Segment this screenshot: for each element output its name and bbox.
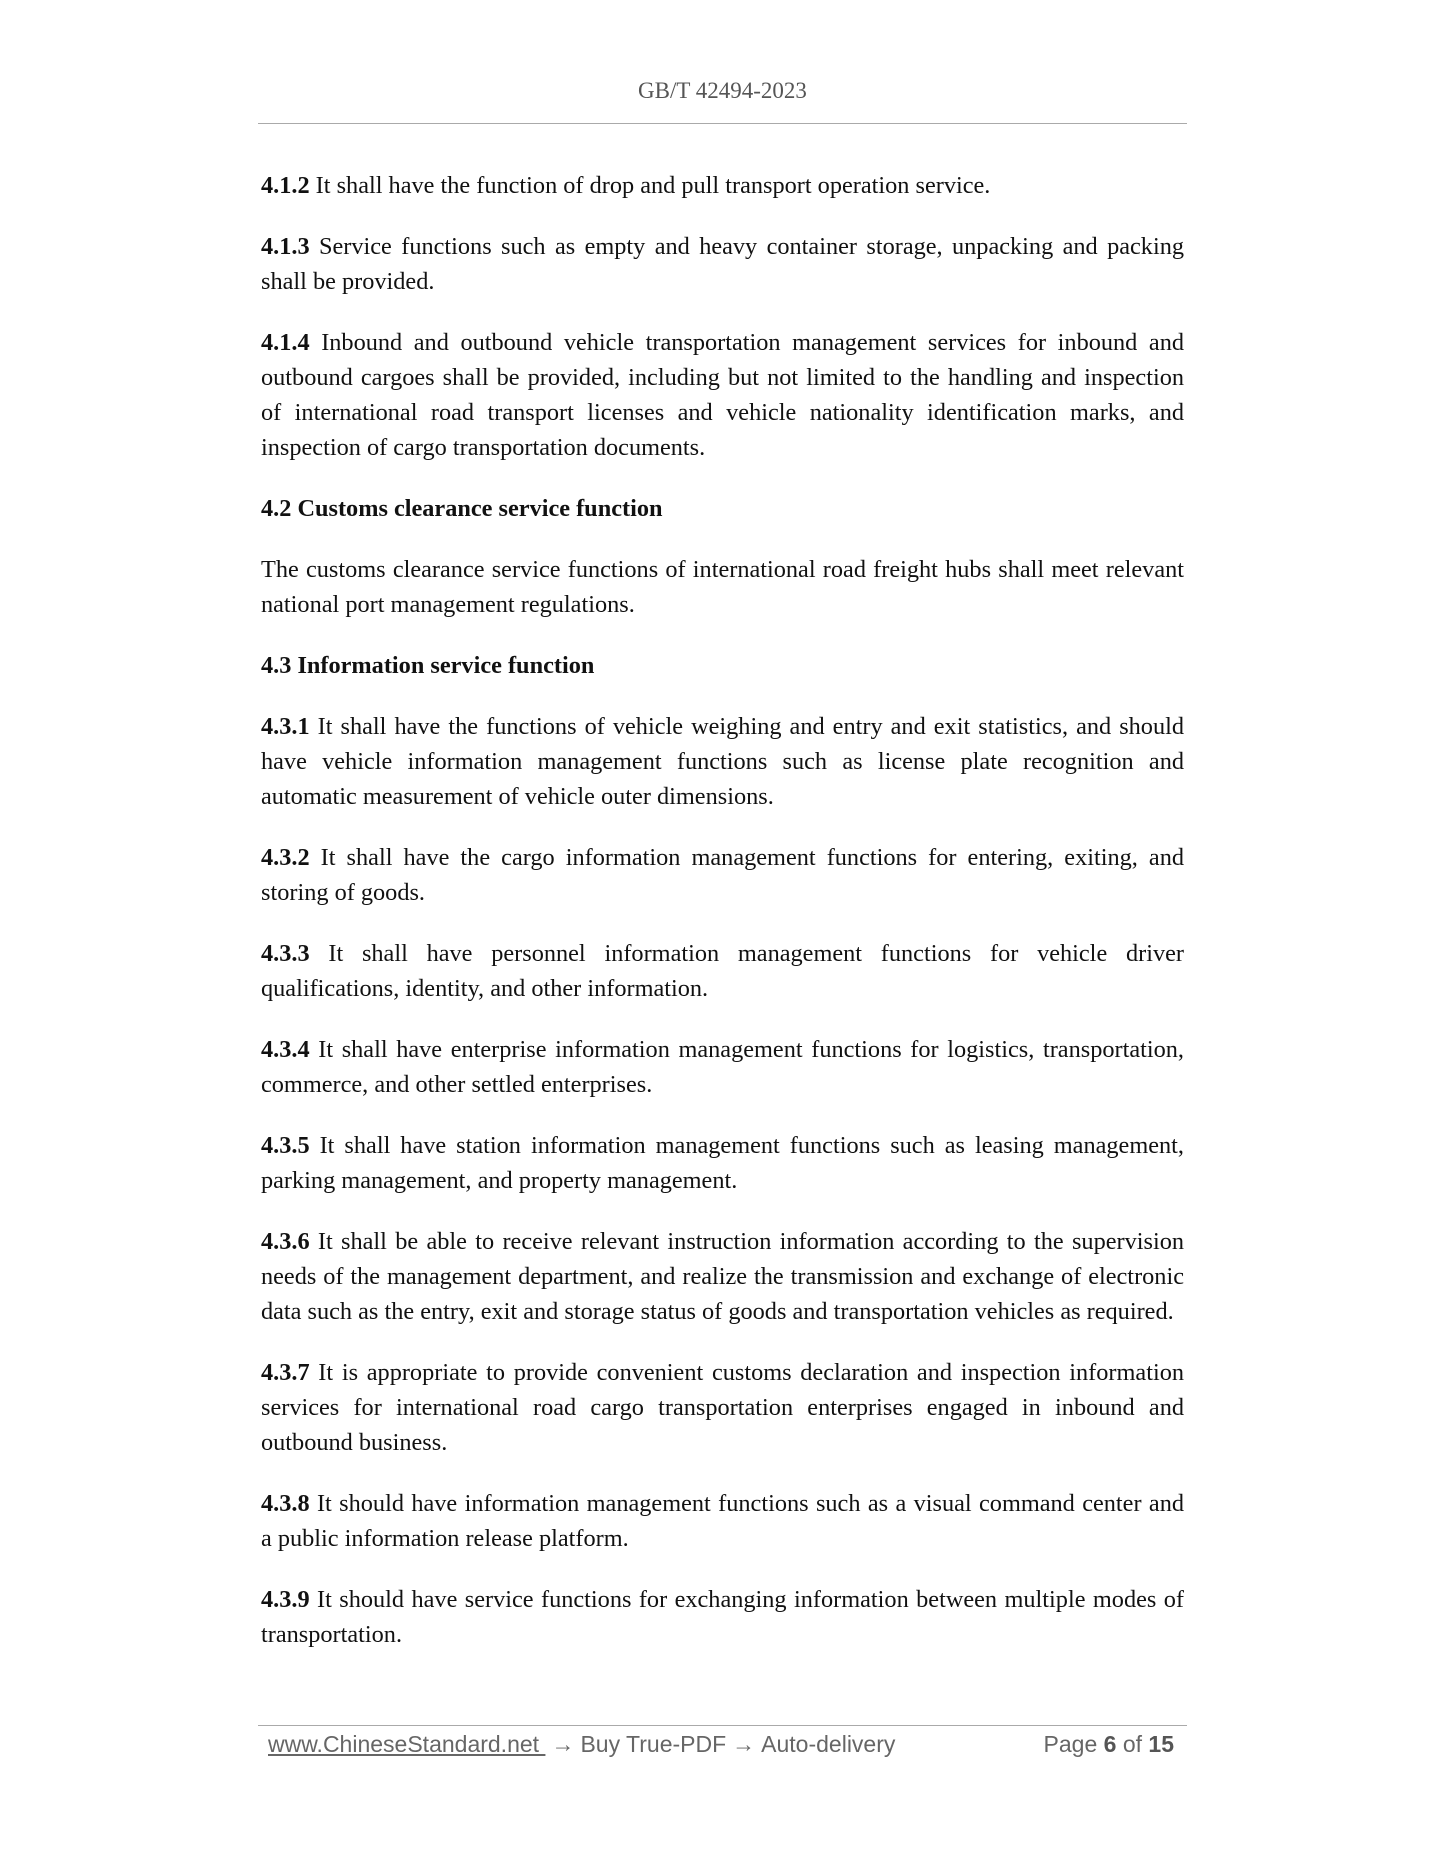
clause-text: It shall have station information management functions such as leasing management, parking management, and property management. <box>261 1132 1184 1194</box>
document-body <box>261 168 1184 1678</box>
clause-number: 4.3.3 <box>261 940 310 967</box>
auto-delivery-text: Auto-delivery <box>761 1731 896 1757</box>
page-header: GB/T 42494-2023 <box>638 78 807 103</box>
clause-text: Service functions such as empty and heavy container storage, unpacking and packing shall be provided. <box>261 233 1184 295</box>
clause-text: It should have information management functions such as a visual command center and a public information release platform. <box>261 1490 1184 1552</box>
clause-4-3-6 <box>261 1224 1184 1329</box>
clause-4-3-7 <box>261 1355 1184 1460</box>
section-heading-4-3: 4.3 Information service function <box>261 652 595 679</box>
clause-4-3-9 <box>261 1582 1184 1652</box>
page-indicator <box>1044 1731 1174 1758</box>
clause-number: 4.3.9 <box>261 1586 310 1613</box>
clause-text: It shall have enterprise information management functions for logistics, transportation, commerce, and other settled enterprises. <box>261 1036 1184 1098</box>
header-divider <box>258 123 1187 124</box>
clause-text: It shall have the function of drop and pull transport operation service. <box>309 172 991 199</box>
footer-divider <box>258 1725 1187 1726</box>
footer-promo <box>268 1731 895 1758</box>
clause-text: It shall be able to receive relevant instruction information according to the supervision needs of the management department, and realize the transmission and exchange of electronic data such as the entry, exit and storage status of goods and transportation vehicles as required. <box>261 1228 1184 1325</box>
clause-number: 4.1.2 <box>261 172 310 199</box>
clause-number: 4.3.2 <box>261 844 310 871</box>
buy-pdf-text: Buy True-PDF <box>580 1731 727 1757</box>
clause-text: It shall have personnel information management functions for vehicle driver qualifications, identity, and other information. <box>261 940 1184 1002</box>
total-page-count: 15 <box>1148 1731 1174 1757</box>
clause-4-3-1 <box>261 709 1184 814</box>
clause-number: 4.3.5 <box>261 1132 310 1159</box>
clause-4-1-2 <box>261 168 1184 203</box>
clause-text: It shall have the cargo information management functions for entering, exiting, and storing of goods. <box>261 844 1184 906</box>
clause-number: 4.3.6 <box>261 1228 310 1255</box>
arrow-right-icon: → <box>732 1731 756 1757</box>
website-link[interactable]: www.ChineseStandard.net <box>268 1731 546 1757</box>
page-of-label: of <box>1122 1731 1143 1757</box>
page-label: Page <box>1043 1731 1098 1757</box>
clause-number: 4.3.7 <box>261 1359 310 1386</box>
clause-4-3-8 <box>261 1486 1184 1556</box>
clause-4-1-4 <box>261 325 1184 465</box>
clause-text: It should have service functions for exchanging information between multiple modes of transportation. <box>261 1586 1184 1648</box>
clause-4-3-3 <box>261 936 1184 1006</box>
clause-4-3-2 <box>261 840 1184 910</box>
page-footer <box>268 1731 1180 1765</box>
clause-4-3-4 <box>261 1032 1184 1102</box>
clause-number: 4.3.4 <box>261 1036 310 1063</box>
clause-4-3-5 <box>261 1128 1184 1198</box>
section-4-2-text: The customs clearance service functions of international road freight hubs shall meet relevant national port management regulations. <box>261 556 1184 618</box>
clause-number: 4.1.3 <box>261 233 310 260</box>
clause-4-1-3 <box>261 229 1184 299</box>
clause-number: 4.3.1 <box>261 713 310 740</box>
clause-text: It shall have the functions of vehicle weighing and entry and exit statistics, and should have vehicle information management functions such as license plate recognition and automatic measurement of vehicle outer dimensions. <box>261 713 1184 810</box>
clause-number: 4.1.4 <box>261 329 310 356</box>
arrow-right-icon: → <box>551 1731 575 1757</box>
clause-text: Inbound and outbound vehicle transportation management services for inbound and outbound cargoes shall be provided, including but not limited to the handling and inspection of international road transport licenses and vehicle nationality identification marks, and inspection of cargo transportation documents. <box>261 329 1184 461</box>
section-heading-4-2: 4.2 Customs clearance service function <box>261 495 663 522</box>
clause-number: 4.3.8 <box>261 1490 310 1517</box>
clause-text: It is appropriate to provide convenient customs declaration and inspection information services for international road cargo transportation enterprises engaged in inbound and outbound business. <box>261 1359 1184 1456</box>
current-page-number: 6 <box>1103 1731 1117 1757</box>
